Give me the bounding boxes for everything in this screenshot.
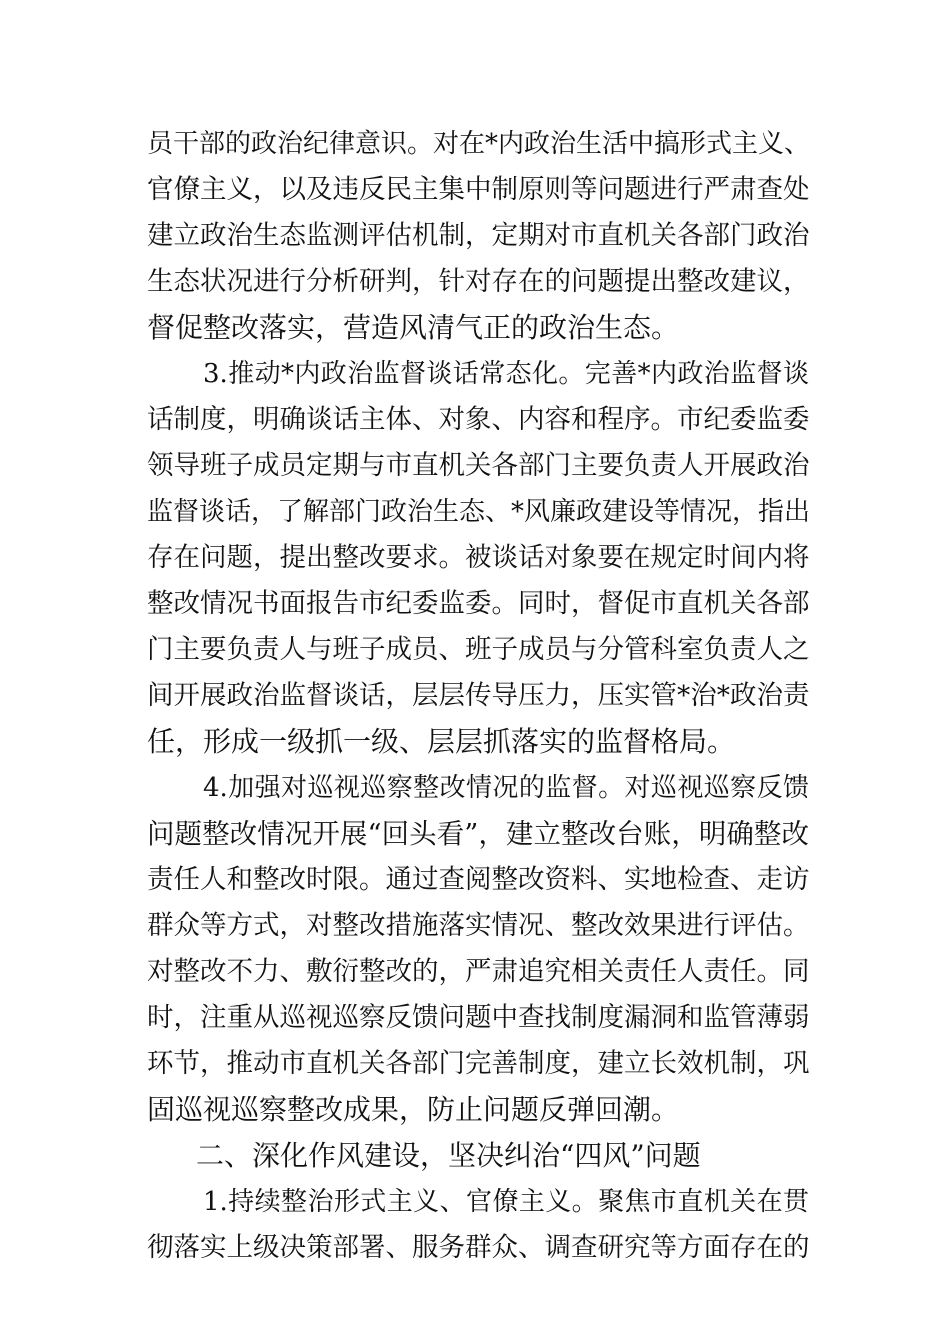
paragraph-first-line: 4.加强对巡视巡察整改情况的监督。对巡视巡察反馈: [203, 773, 809, 803]
section-heading: 二、深化作风建设，坚决纠治“四风”问题: [196, 1139, 701, 1172]
text-line: 督促整改落实，营造风清气正的政治生态。: [147, 311, 680, 344]
paragraph-first-line: 1.持续整治形式主义、官僚主义。聚焦市直机关在贯: [203, 1187, 809, 1217]
text-line: 责任人和整改时限。通过查阅整改资料、实地检查、走访: [147, 864, 810, 895]
text-line: 监督谈话，了解部门政治生态、*风廉政建设等情况，指出: [147, 497, 811, 527]
text-line: 建立政治生态监测评估机制，定期对市直机关各部门政治: [147, 220, 810, 251]
text-line: 固巡视巡察整改成果，防止问题反弹回潮。: [147, 1093, 680, 1126]
text-line: 环节，推动市直机关各部门完善制度，建立长效机制，巩: [147, 1048, 810, 1079]
text-line: 领导班子成员定期与市直机关各部门主要负责人开展政治: [147, 450, 810, 481]
text-line: 任，形成一级抓一级、层层抓落实的监督格局。: [147, 725, 736, 758]
paragraph-first-line: 3.推动*内政治监督谈话常态化。完善*内政治监督谈: [203, 359, 809, 389]
text-line: 彻落实上级决策部署、服务群众、调查研究等方面存在的: [147, 1232, 810, 1263]
text-line: 生态状况进行分析研判，针对存在的问题提出整改建议，: [147, 266, 810, 297]
document-body: [147, 121, 809, 1271]
text-line: 对整改不力、敷衍整改的，严肃追究相关责任人责任。同: [147, 956, 810, 987]
text-line: 时，注重从巡视巡察反馈问题中查找制度漏洞和监管薄弱: [147, 1002, 810, 1033]
text-line: 官僚主义，以及违反民主集中制原则等问题进行严肃查处: [147, 174, 810, 205]
text-line: 员干部的政治纪律意识。对在*内政治生活中搞形式主义、: [147, 129, 811, 159]
text-line: 存在问题，提出整改要求。被谈话对象要在规定时间内将: [147, 542, 810, 573]
text-line: 话制度，明确谈话主体、对象、内容和程序。市纪委监委: [147, 404, 810, 435]
text-line: 门主要负责人与班子成员、班子成员与分管科室负责人之: [147, 634, 810, 665]
text-line: 群众等方式，对整改措施落实情况、整改效果进行评估。: [147, 910, 810, 941]
text-line: 整改情况书面报告市纪委监委。同时，督促市直机关各部: [147, 588, 810, 619]
text-line: 间开展政治监督谈话，层层传导压力，压实管*治*政治责: [147, 680, 810, 711]
text-line: 问题整改情况开展“回头看”，建立整改台账，明确整改: [147, 818, 809, 850]
